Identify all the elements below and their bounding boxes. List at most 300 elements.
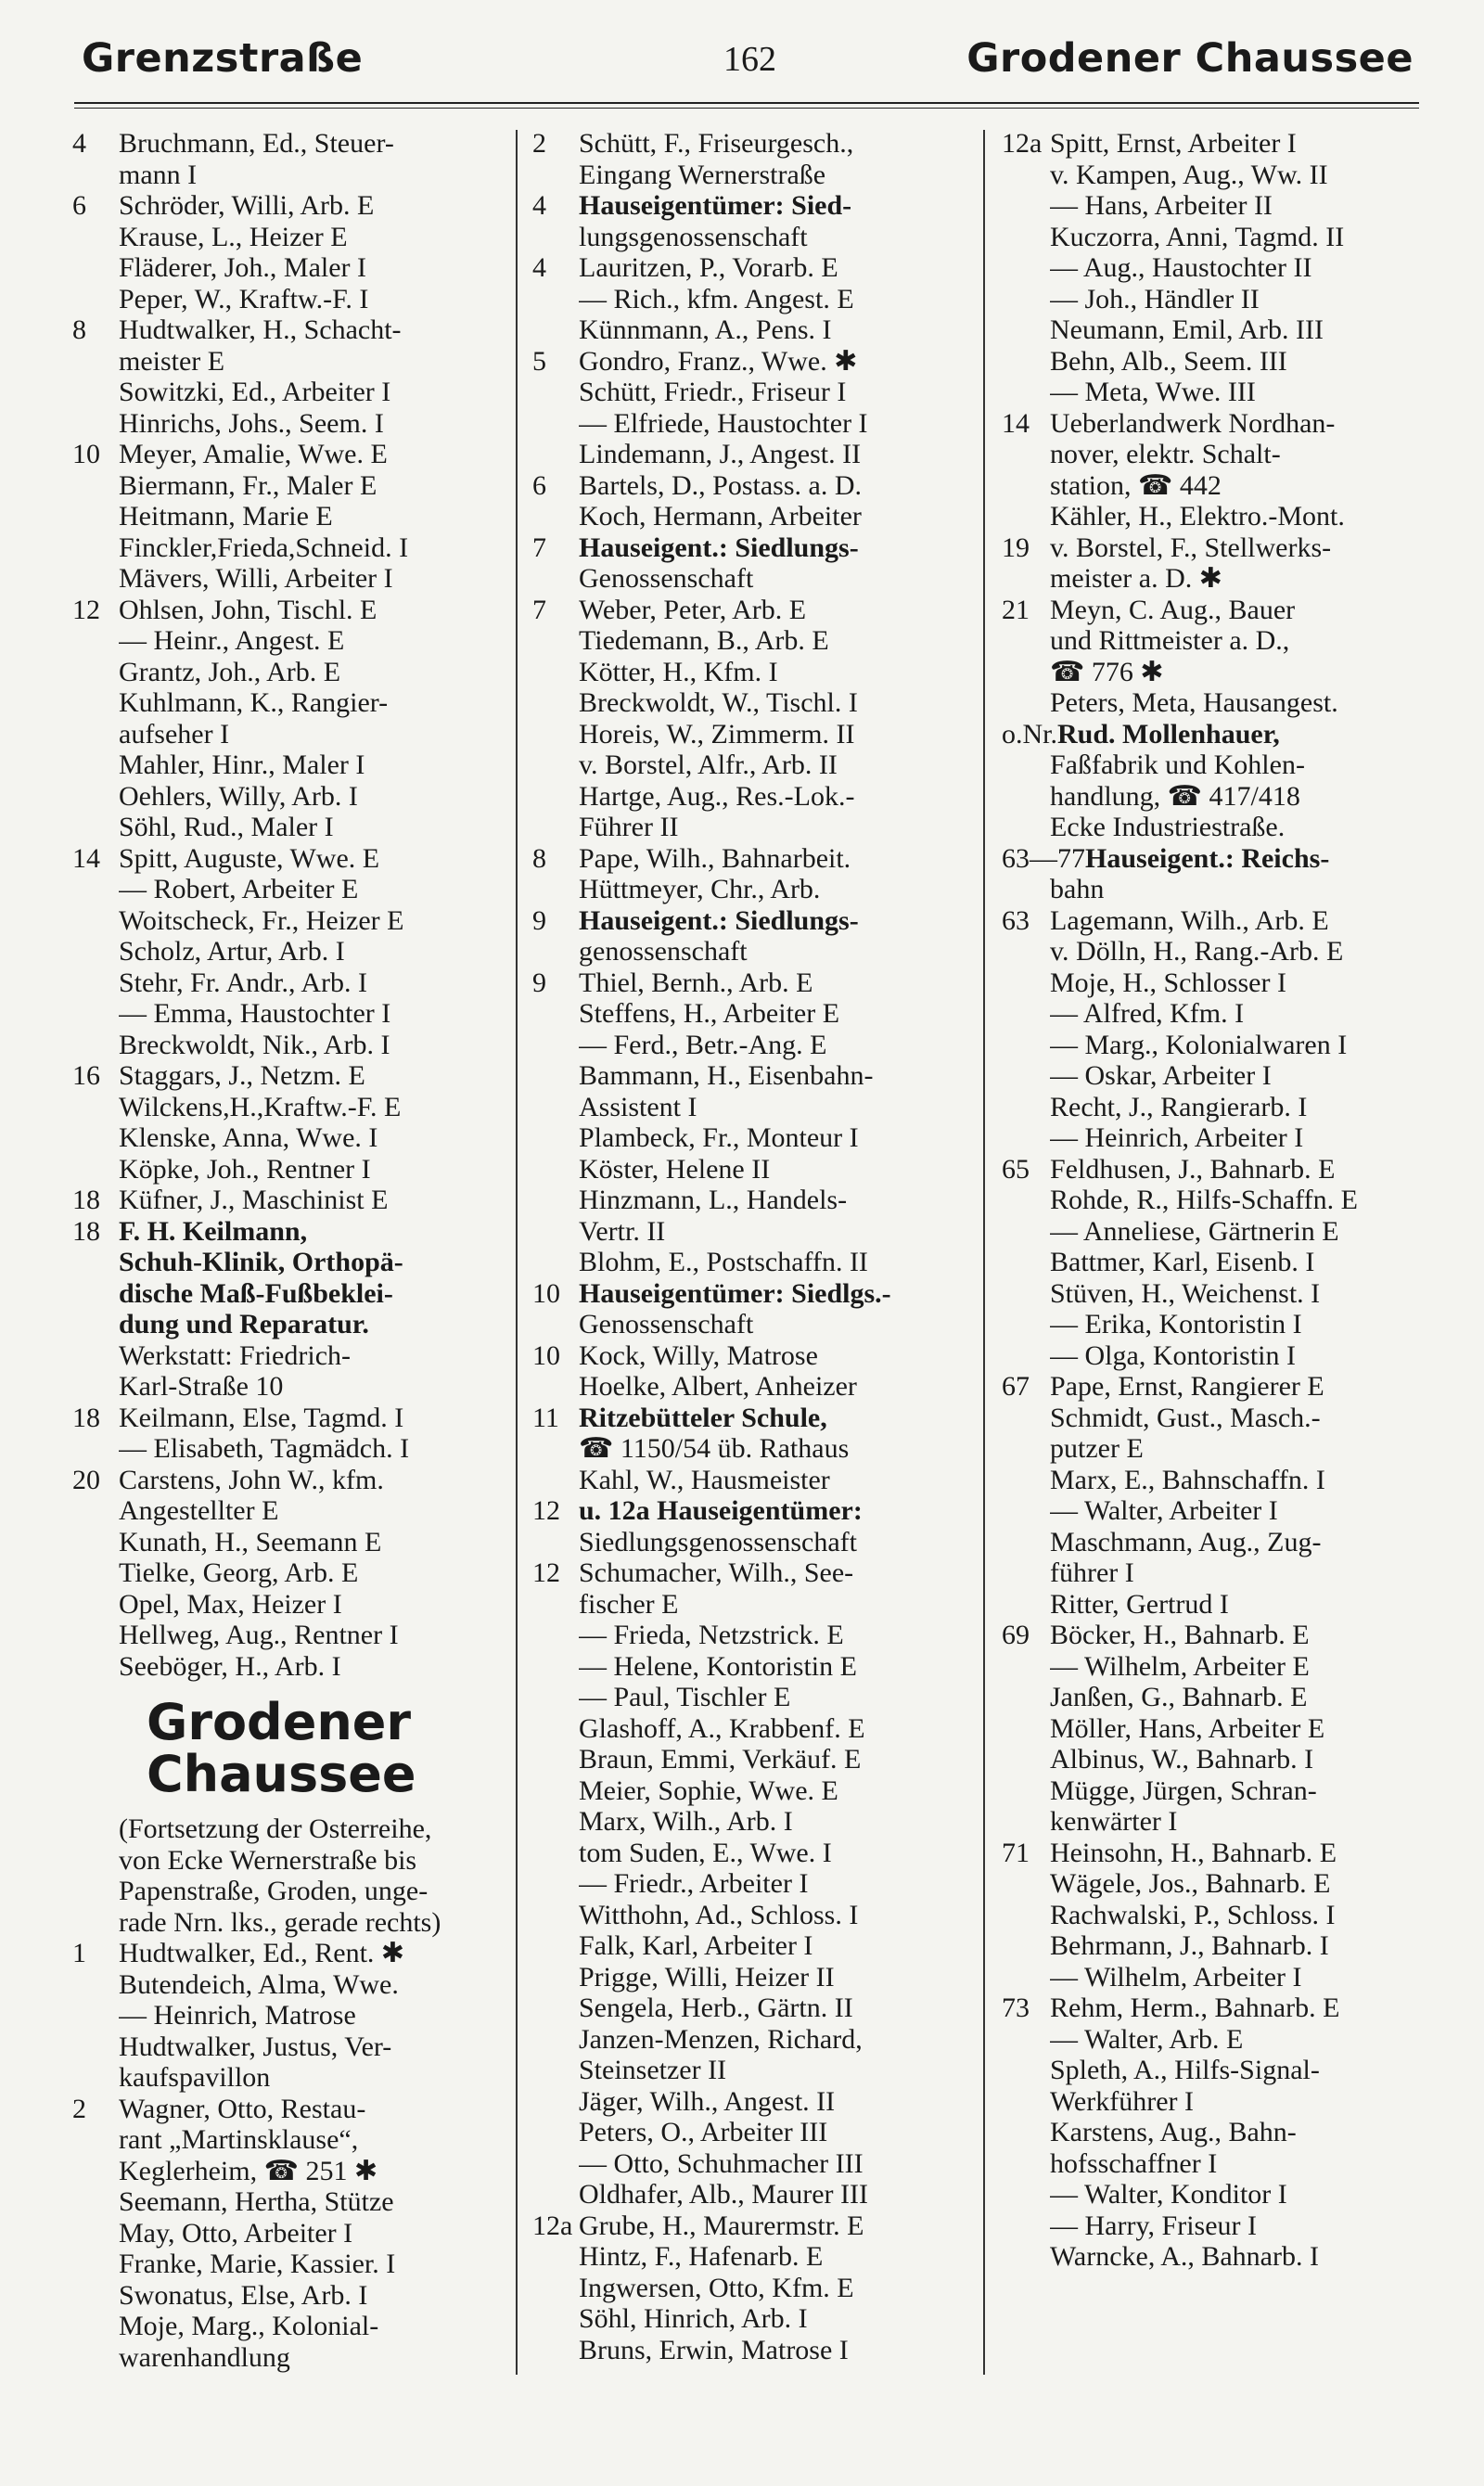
page-number: 162 xyxy=(723,40,776,79)
directory-entry xyxy=(72,998,497,1030)
house-number: 1 xyxy=(72,1938,86,1968)
entry-text: Opel, Max, Heizer I xyxy=(119,1588,342,1620)
entry-text: Böcker, H., Bahnarb. E xyxy=(1050,1620,1310,1650)
entry-text: Tielke, Georg, Arb. E xyxy=(119,1557,359,1588)
directory-entry xyxy=(532,1030,953,1061)
directory-entry xyxy=(1002,314,1417,346)
directory-entry xyxy=(1002,1868,1417,1900)
entry-text: dische Maß-Fußbeklei- xyxy=(119,1277,393,1309)
directory-entry xyxy=(1002,1930,1417,1962)
entry-text: Hellweg, Aug., Rentner I xyxy=(119,1620,399,1650)
entry-text: Hauseigent.: Reichs- xyxy=(1085,842,1330,874)
entry-text: hofsschaffner I xyxy=(1050,2147,1218,2179)
entry-text: — Anneliese, Gärtnerin E xyxy=(1050,1215,1339,1247)
entry-text: Genossenschaft xyxy=(579,1309,754,1339)
entry-text: Ritter, Gertrud I xyxy=(1050,1588,1229,1620)
directory-entry xyxy=(532,1216,953,1248)
directory-entry xyxy=(532,1340,953,1372)
directory-entry xyxy=(1002,2086,1417,2118)
entry-text: Stehr, Fr. Andr., Arb. I xyxy=(119,967,367,998)
house-number xyxy=(1002,2117,1050,2148)
directory-entry xyxy=(1002,687,1417,719)
directory-entry xyxy=(532,160,953,191)
entry-text: Moje, Marg., Kolonial- xyxy=(119,2311,379,2341)
house-number xyxy=(1002,1247,1050,1278)
house-number xyxy=(532,998,579,1030)
entry-text: Spitt, Auguste, Wwe. E xyxy=(119,842,380,874)
directory-entry xyxy=(532,1185,953,1216)
directory-entry xyxy=(72,2218,497,2249)
directory-entry xyxy=(532,843,953,875)
directory-entry xyxy=(1002,936,1417,967)
directory-entry xyxy=(1002,1744,1417,1775)
directory-entry xyxy=(1002,532,1417,564)
house-number xyxy=(1002,1806,1050,1838)
directory-entry xyxy=(1002,1557,1417,1589)
directory-entry xyxy=(72,252,497,284)
entry-text: Albinus, W., Bahnarb. I xyxy=(1050,1744,1314,1775)
directory-entry xyxy=(1002,625,1417,657)
house-number xyxy=(1002,2210,1050,2242)
entry-text: Marx, E., Bahnschaffn. I xyxy=(1050,1464,1325,1495)
house-number: 10 xyxy=(532,1277,560,1309)
entry-text: Mävers, Willi, Arbeiter I xyxy=(119,563,393,594)
directory-entry xyxy=(72,595,497,626)
house-number: 14 xyxy=(1002,407,1030,439)
house-number xyxy=(72,1371,119,1403)
entry-text: Falk, Karl, Arbeiter I xyxy=(579,1930,813,1961)
house-number: 9 xyxy=(532,904,546,936)
directory-entry xyxy=(532,812,953,843)
entry-text: Angestellter E xyxy=(119,1495,279,1526)
house-number: 12 xyxy=(532,1495,560,1526)
house-number xyxy=(72,750,119,781)
house-number xyxy=(532,1371,579,1403)
directory-entry xyxy=(532,377,953,408)
entry-text: Schmidt, Gust., Masch.- xyxy=(1050,1402,1321,1433)
house-number xyxy=(72,874,119,905)
entry-text: Koch, Hermann, Arbeiter xyxy=(579,501,862,532)
entry-text: Rehm, Herm., Bahnarb. E xyxy=(1050,1993,1340,2023)
entry-text: Grantz, Joh., Arb. E xyxy=(119,656,341,687)
house-number xyxy=(1002,470,1050,502)
directory-entry xyxy=(532,1433,953,1465)
house-number xyxy=(1002,160,1050,191)
directory-entry xyxy=(72,470,497,502)
directory-entry xyxy=(532,1309,953,1340)
directory-entry xyxy=(72,657,497,688)
directory-entry xyxy=(1002,501,1417,532)
entry-text: Hüttmeyer, Chr., Arb. xyxy=(579,874,821,904)
directory-entry xyxy=(1002,874,1417,905)
directory-entry xyxy=(72,1247,497,1278)
entry-text: Genossenschaft xyxy=(579,563,754,594)
house-number xyxy=(1002,1930,1050,1962)
house-number: 65 xyxy=(1002,1153,1030,1185)
house-number xyxy=(72,2311,119,2342)
house-number xyxy=(1002,1060,1050,1092)
entry-text: Keilmann, Else, Tagmd. I xyxy=(119,1402,404,1433)
house-number xyxy=(72,1651,119,1683)
header-right-street: Grodener Chaussee xyxy=(966,35,1414,82)
house-number xyxy=(532,2148,579,2180)
entry-text: — Elisabeth, Tagmädch. I xyxy=(119,1433,410,1464)
entry-text: Faßfabrik und Kohlen- xyxy=(1050,750,1305,780)
house-number xyxy=(532,1962,579,1993)
directory-entry xyxy=(1002,2148,1417,2180)
house-number xyxy=(72,936,119,967)
directory-entry xyxy=(1002,2117,1417,2148)
house-number xyxy=(72,470,119,502)
house-number xyxy=(72,501,119,532)
entry-text: Glashoff, A., Krabbenf. E xyxy=(579,1712,865,1744)
entry-text: Horeis, W., Zimmerm. II xyxy=(579,718,855,750)
house-number: 4 xyxy=(72,128,86,159)
house-number xyxy=(532,1713,579,1745)
entry-text: — Walter, Arb. E xyxy=(1050,2023,1244,2055)
house-number xyxy=(1002,1589,1050,1621)
directory-entry xyxy=(72,2000,497,2031)
entry-text: von Ecke Wernerstraße bis xyxy=(119,1844,417,1876)
entry-text: Kock, Willy, Matrose xyxy=(579,1339,818,1371)
entry-text: station, ☎ 442 xyxy=(1050,469,1222,501)
entry-text: Köster, Helene II xyxy=(579,1153,771,1185)
house-number xyxy=(532,1433,579,1465)
house-number xyxy=(1002,657,1050,688)
house-number: 18 xyxy=(72,1185,100,1215)
entry-text: Pape, Wilh., Bahnarbeit. xyxy=(579,842,851,874)
directory-entry xyxy=(532,1651,953,1683)
entry-text: Stüven, H., Weichenst. I xyxy=(1050,1277,1321,1309)
entry-text: Rohde, R., Hilfs-Schaffn. E xyxy=(1050,1185,1358,1215)
house-number: 10 xyxy=(72,439,100,469)
directory-entry xyxy=(72,1216,497,1248)
directory-entry xyxy=(72,128,497,160)
entry-text: Thiel, Bernh., Arb. E xyxy=(579,967,813,998)
directory-entry xyxy=(532,2210,953,2242)
entry-text: Ritzebütteler Schule, xyxy=(579,1402,827,1433)
house-number: 18 xyxy=(72,1215,100,1247)
house-number xyxy=(1002,1557,1050,1589)
directory-entry xyxy=(72,1969,497,2001)
directory-entry xyxy=(532,346,953,378)
entry-text: Moje, H., Schlosser I xyxy=(1050,967,1286,998)
house-number: 73 xyxy=(1002,1993,1030,2023)
house-number xyxy=(72,1092,119,1123)
house-number xyxy=(1002,2241,1050,2273)
house-number xyxy=(532,501,579,532)
house-number xyxy=(1002,1216,1050,1248)
directory-entry xyxy=(532,1465,953,1496)
entry-text: Hauseigentümer: Siedlgs.- xyxy=(579,1277,891,1309)
entry-text: Seeböger, H., Arb. I xyxy=(119,1650,341,1682)
house-number xyxy=(1002,1185,1050,1216)
house-number xyxy=(532,750,579,781)
entry-text: Schütt, Friedr., Friseur I xyxy=(579,377,847,407)
house-number xyxy=(532,1122,579,1154)
column-divider xyxy=(516,130,518,2375)
entry-text: Behrmann, J., Bahnarb. I xyxy=(1050,1930,1329,1961)
house-number xyxy=(532,408,579,440)
directory-entry xyxy=(72,439,497,470)
house-number xyxy=(1002,1309,1050,1340)
entry-text: Rachwalski, P., Schloss. I xyxy=(1050,1899,1336,1930)
house-number: o.Nr. xyxy=(1002,718,1057,750)
house-number xyxy=(532,625,579,657)
house-number: 19 xyxy=(1002,532,1030,563)
house-number xyxy=(1002,314,1050,346)
house-number xyxy=(532,439,579,470)
directory-entry xyxy=(532,595,953,626)
entry-text: Ohlsen, John, Tischl. E xyxy=(119,594,377,625)
directory-entry xyxy=(532,905,953,937)
directory-entry xyxy=(1002,2179,1417,2210)
entry-text: u. 12a Hauseigentümer: xyxy=(579,1495,863,1526)
house-number xyxy=(1002,936,1050,967)
entry-text: — Heinrich, Arbeiter I xyxy=(1050,1122,1304,1153)
entry-text: Hauseigent.: Siedlungs- xyxy=(579,904,859,936)
directory-entry xyxy=(72,719,497,750)
entry-text: — Wilhelm, Arbeiter I xyxy=(1050,1961,1302,1993)
house-number xyxy=(532,314,579,346)
directory-entry xyxy=(72,812,497,843)
house-number xyxy=(72,2186,119,2218)
entry-text: ☎ 1150/54 üb. Rathaus xyxy=(579,1433,850,1464)
header-rule-thin xyxy=(74,108,1419,109)
house-number xyxy=(72,781,119,813)
directory-entry xyxy=(1002,998,1417,1030)
house-number xyxy=(1002,2179,1050,2210)
directory-entry xyxy=(532,1962,953,1993)
entry-text: mann I xyxy=(119,159,198,190)
entry-text: Ueberlandwerk Nordhan- xyxy=(1050,407,1336,439)
house-number xyxy=(532,1993,579,2024)
house-number xyxy=(532,2117,579,2148)
directory-entry xyxy=(72,1278,497,1310)
directory-entry xyxy=(72,2311,497,2342)
entry-text: — Meta, Wwe. III xyxy=(1050,377,1256,407)
entry-text: Vertr. II xyxy=(579,1215,666,1247)
directory-entry xyxy=(72,2342,497,2374)
directory-entry xyxy=(72,1876,497,1907)
entry-text: Peters, Meta, Hausangest. xyxy=(1050,687,1338,718)
directory-entry xyxy=(72,2031,497,2063)
directory-entry xyxy=(72,1433,497,1465)
house-number xyxy=(72,1876,119,1907)
house-number xyxy=(1002,1092,1050,1123)
house-number xyxy=(532,1154,579,1185)
directory-entry xyxy=(1002,1030,1417,1061)
directory-entry xyxy=(532,222,953,253)
column-3 xyxy=(1002,128,1417,2273)
house-number xyxy=(1002,2055,1050,2086)
house-number: 12 xyxy=(72,594,100,625)
entry-text: Bruchmann, Ed., Steuer- xyxy=(119,128,394,159)
directory-entry xyxy=(532,408,953,440)
directory-entry xyxy=(532,1589,953,1621)
directory-entry xyxy=(72,1371,497,1403)
entry-text: Butendeich, Alma, Wwe. xyxy=(119,1968,399,2000)
entry-text: Söhl, Hinrich, Arb. I xyxy=(579,2303,808,2334)
house-number: 4 xyxy=(532,252,546,283)
entry-text: Janzen-Menzen, Richard, xyxy=(579,2023,863,2055)
entry-text: v. Borstel, Alfr., Arb. II xyxy=(579,750,838,780)
entry-text: Künnmann, A., Pens. I xyxy=(579,314,832,345)
entry-text: Bartels, D., Postass. a. D. xyxy=(579,469,862,501)
house-number xyxy=(1002,563,1050,595)
directory-entry xyxy=(1002,2241,1417,2273)
directory-entry xyxy=(72,843,497,875)
entry-text: Schuh-Klinik, Orthopä- xyxy=(119,1247,403,1277)
house-number xyxy=(532,2024,579,2056)
directory-entry xyxy=(72,284,497,315)
directory-entry xyxy=(72,2124,497,2156)
house-number xyxy=(1002,781,1050,813)
directory-entry xyxy=(1002,377,1417,408)
header-rule xyxy=(74,102,1419,104)
entry-text: ☎ 776 ✱ xyxy=(1050,656,1164,687)
house-number xyxy=(532,284,579,315)
entry-text: Pape, Ernst, Rangierer E xyxy=(1050,1371,1324,1402)
house-number xyxy=(532,1589,579,1621)
house-number xyxy=(1002,1900,1050,1931)
directory-entry xyxy=(72,1527,497,1558)
directory-entry xyxy=(1002,160,1417,191)
directory-entry xyxy=(72,532,497,564)
house-number xyxy=(532,1309,579,1340)
house-number xyxy=(1002,377,1050,408)
directory-entry xyxy=(532,470,953,502)
directory-entry xyxy=(72,314,497,346)
directory-entry xyxy=(1002,563,1417,595)
house-number xyxy=(72,2218,119,2249)
house-number: 8 xyxy=(72,314,86,345)
entry-text: (Fortsetzung der Osterreihe, xyxy=(119,1813,432,1844)
entry-text: — Joh., Händler II xyxy=(1050,283,1260,314)
entry-text: Lagemann, Wilh., Arb. E xyxy=(1050,904,1329,936)
house-number xyxy=(532,1868,579,1900)
house-number xyxy=(72,998,119,1030)
directory-entry xyxy=(1002,1682,1417,1713)
directory-entry xyxy=(532,314,953,346)
entry-text: meister E xyxy=(119,345,225,377)
directory-entry xyxy=(532,439,953,470)
entry-text: Hinrichs, Johs., Seem. I xyxy=(119,407,384,439)
house-number: 8 xyxy=(532,842,546,874)
house-number: 6 xyxy=(72,190,86,221)
directory-entry xyxy=(72,222,497,253)
entry-text: Schütt, F., Friseurgesch., xyxy=(579,128,854,159)
house-number: 20 xyxy=(72,1464,100,1495)
entry-text: Swonatus, Else, Arb. I xyxy=(119,2279,368,2311)
entry-text: Tiedemann, B., Arb. E xyxy=(579,625,829,656)
entries-list xyxy=(532,128,953,2365)
house-number xyxy=(532,1060,579,1092)
directory-entry xyxy=(1002,1527,1417,1558)
entry-text: Rud. Mollenhauer, xyxy=(1057,718,1280,750)
entry-text: tom Suden, E., Wwe. I xyxy=(579,1837,832,1868)
entry-text: führer I xyxy=(1050,1557,1134,1588)
directory-entry xyxy=(532,563,953,595)
directory-entry xyxy=(1002,2055,1417,2086)
directory-entry xyxy=(72,160,497,191)
house-number xyxy=(72,408,119,440)
entry-text: — Ferd., Betr.-Ang. E xyxy=(579,1029,827,1060)
house-number xyxy=(1002,1713,1050,1745)
entry-text: Braun, Emmi, Verkäuf. E xyxy=(579,1744,862,1775)
directory-entry xyxy=(72,1154,497,1185)
house-number xyxy=(532,563,579,595)
directory-entry xyxy=(1002,1122,1417,1154)
entry-text: Staggars, J., Netzm. E xyxy=(119,1060,365,1091)
house-number xyxy=(1002,687,1050,719)
house-number xyxy=(532,160,579,191)
directory-entry xyxy=(532,1371,953,1403)
directory-entry xyxy=(1002,1620,1417,1651)
house-number xyxy=(72,2000,119,2031)
directory-entry xyxy=(532,1122,953,1154)
house-number: 11 xyxy=(532,1402,559,1433)
house-number xyxy=(532,1682,579,1713)
house-number xyxy=(1002,1527,1050,1558)
column-2 xyxy=(532,128,953,2365)
house-number xyxy=(532,377,579,408)
entry-text: Oehlers, Willy, Arb. I xyxy=(119,780,358,812)
house-number xyxy=(1002,222,1050,253)
house-number xyxy=(1002,1403,1050,1434)
house-number xyxy=(532,222,579,253)
house-number xyxy=(532,1247,579,1278)
house-number xyxy=(1002,998,1050,1030)
house-number xyxy=(1002,1775,1050,1807)
directory-entry xyxy=(72,1589,497,1621)
house-number xyxy=(532,1620,579,1651)
directory-entry xyxy=(1002,252,1417,284)
directory-entry xyxy=(1002,657,1417,688)
entry-text: Meyer, Amalie, Wwe. E xyxy=(119,439,388,469)
directory-entry xyxy=(1002,1589,1417,1621)
entry-text: Hintz, F., Hafenarb. E xyxy=(579,2241,824,2272)
house-number xyxy=(532,2055,579,2086)
directory-entry xyxy=(1002,346,1417,378)
directory-entry xyxy=(532,190,953,222)
entry-text: meister a. D. ✱ xyxy=(1050,563,1222,594)
entry-text: Oldhafer, Alb., Maurer III xyxy=(579,2179,869,2210)
entry-text: Werkführer I xyxy=(1050,2085,1194,2117)
directory-entry xyxy=(532,128,953,160)
entry-text: Scholz, Artur, Arb. I xyxy=(119,936,345,967)
entry-text: Finckler,Frieda,Schneid. I xyxy=(119,532,409,563)
house-number xyxy=(1002,750,1050,781)
directory-entry xyxy=(1002,190,1417,222)
entry-text: Plambeck, Fr., Monteur I xyxy=(579,1122,859,1153)
directory-entry xyxy=(1002,1775,1417,1807)
directory-entry xyxy=(532,1278,953,1310)
house-number xyxy=(72,252,119,284)
house-number xyxy=(72,1278,119,1310)
house-number xyxy=(1002,2148,1050,2180)
house-number xyxy=(532,936,579,967)
entry-text: Prigge, Willi, Heizer II xyxy=(579,1961,835,1993)
house-number: 12a xyxy=(1002,128,1043,159)
house-number: 9 xyxy=(532,967,546,998)
house-number xyxy=(72,1247,119,1278)
directory-entry xyxy=(72,905,497,937)
directory-entry xyxy=(532,2024,953,2056)
house-number xyxy=(1002,1278,1050,1310)
house-number xyxy=(532,2241,579,2273)
entry-text: Marx, Wilh., Arb. I xyxy=(579,1806,793,1837)
